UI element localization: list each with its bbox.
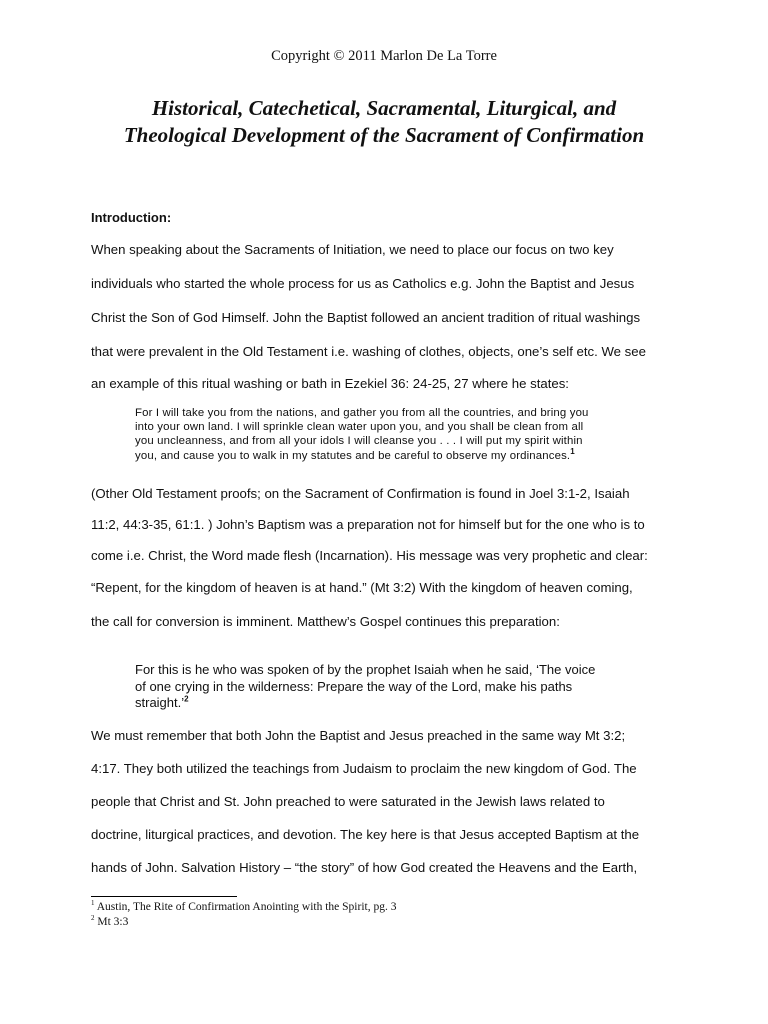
paragraph-line: We must remember that both John the Baptist and Jesus preached in the same way Mt 3:2; bbox=[91, 728, 626, 743]
footnote-ref: 1 bbox=[570, 447, 575, 457]
document-title bbox=[70, 95, 698, 149]
paragraph-line: (Other Old Testament proofs; on the Sacrament of Confirmation is found in Joel 3:1-2, Isaiah bbox=[91, 486, 630, 501]
copyright-line: Copyright © 2011 Marlon De La Torre bbox=[271, 48, 497, 64]
block-quote-line: you uncleanness, and from all your idols I will cleanse you . . . I will put my spirit within bbox=[135, 435, 583, 447]
footnote: $^2$ Mt 3:3 bbox=[91, 914, 129, 928]
footnote-separator bbox=[91, 896, 237, 897]
paragraph-line: hands of John. Salvation History – “the story” of how God created the Heavens and the Earth, bbox=[91, 860, 638, 875]
block-quote-line: straight.’$^2$ bbox=[135, 694, 189, 710]
paragraph-line: 4:17. They both utilized the teachings from Judaism to proclaim the new kingdom of God. The bbox=[91, 761, 637, 776]
paragraph-line: people that Christ and St. John preached to were saturated in the Jewish laws related to bbox=[91, 794, 605, 809]
paragraph-line: that were prevalent in the Old Testament i.e. washing of clothes, objects, one’s self etc. We see bbox=[91, 344, 646, 359]
paragraph-line: 11:2, 44:3-35, 61:1. ) John’s Baptism was a preparation not for himself but for the one who is to bbox=[91, 517, 645, 532]
paragraph-line: doctrine, liturgical practices, and devotion. The key here is that Jesus accepted Baptism at the bbox=[91, 827, 640, 842]
section-heading: Introduction: bbox=[91, 210, 172, 225]
footnote: $^1$ Austin, The Rite of Confirmation Anointing with the Spirit, pg. 3 bbox=[91, 899, 397, 913]
block-quote-line: For I will take you from the nations, and gather you from all the countries, and bring you bbox=[135, 407, 589, 419]
paragraph-line: individuals who started the whole process for us as Catholics e.g. John the Baptist and Jesus bbox=[91, 276, 635, 291]
paragraph-line: Christ the Son of God Himself. John the Baptist followed an ancient tradition of ritual washings bbox=[91, 310, 641, 325]
paragraph-line: When speaking about the Sacraments of Initiation, we need to place our focus on two key bbox=[91, 242, 614, 257]
title-line-1: Historical, Catechetical, Sacramental, Liturgical, and bbox=[151, 96, 617, 120]
block-quote-line: For this is he who was spoken of by the prophet Isaiah when he said, ‘The voice bbox=[135, 662, 596, 677]
paragraph-line: the call for conversion is imminent. Matthew’s Gospel continues this preparation: bbox=[91, 614, 560, 629]
block-quote-line: you, and cause you to walk in my statutes and be careful to observe my ordinances.$^1$ bbox=[135, 447, 575, 462]
footnote-ref: 2 bbox=[184, 694, 189, 704]
paragraph-line: come i.e. Christ, the Word made flesh (Incarnation). His message was very prophetic and clear: bbox=[91, 548, 648, 563]
block-quote-line: of one crying in the wilderness: Prepare the way of the Lord, make his paths bbox=[135, 679, 573, 694]
paragraph-line: “Repent, for the kingdom of heaven is at hand.” (Mt 3:2) With the kingdom of heaven coming, bbox=[91, 580, 633, 595]
title-line-2: Theological Development of the Sacrament of Confirmation bbox=[123, 123, 645, 147]
block-quote-line: into your own land. I will sprinkle clean water upon you, and you shall be clean from all bbox=[135, 421, 584, 433]
paragraph-line: an example of this ritual washing or bath in Ezekiel 36: 24-25, 27 where he states: bbox=[91, 376, 569, 391]
